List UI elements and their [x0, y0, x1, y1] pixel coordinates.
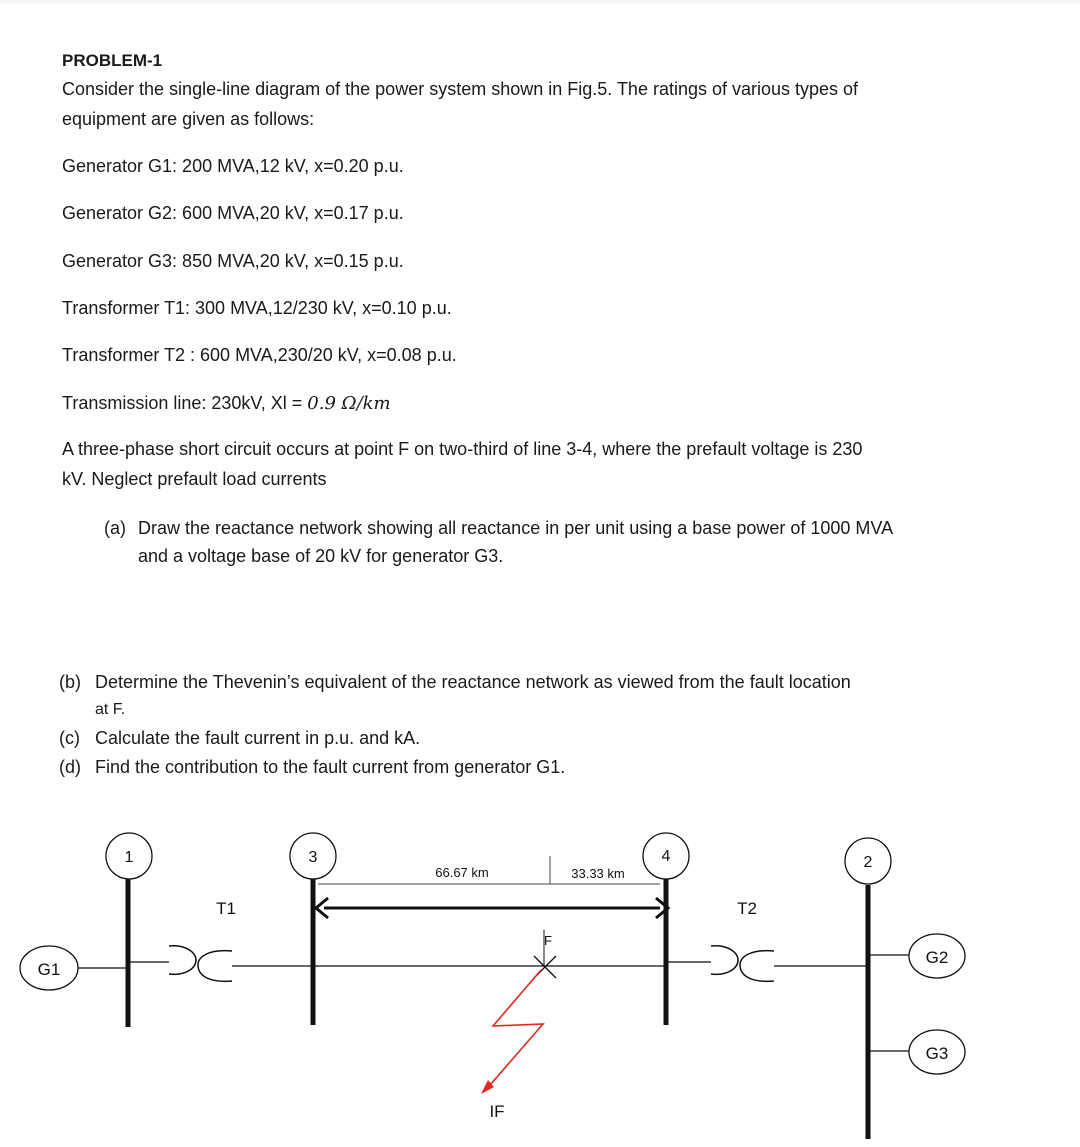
fault-point-label: F	[544, 933, 552, 948]
transformer-t2-label: T2	[737, 899, 757, 918]
rating-generator-g2: Generator G2: 600 MVA,20 kV, x=0.17 p.u.	[62, 203, 404, 223]
distance-left-label: 66.67 km	[435, 865, 489, 880]
question-b-line-2: at F.	[95, 701, 126, 718]
fault-description-line-2: kV. Neglect prefault load currents	[62, 469, 327, 489]
bus-1-label: 1	[124, 849, 134, 866]
question-d-line-1: Find the contribution to the fault current from generator G1.	[95, 757, 566, 777]
intro-line-1: Consider the single-line diagram of the power system shown in Fig.5. The ratings of various types of	[62, 79, 859, 99]
t2-secondary-winding	[740, 951, 774, 982]
fault-description-line-1: A three-phase short circuit occurs at point F on two-third of line 3-4, where the prefault voltage is 230	[62, 439, 863, 459]
rating-transformer-t2: Transformer T2 : 600 MVA,230/20 kV, x=0.08 p.u.	[62, 345, 457, 365]
fault-lightning-bolt	[490, 970, 543, 1085]
generator-g3-label: G3	[925, 1044, 949, 1063]
transformer-t1-label: T1	[216, 899, 236, 918]
question-b-label: (b)	[59, 672, 81, 692]
t1-secondary-winding	[198, 951, 232, 982]
rating-generator-g3: Generator G3: 850 MVA,20 kV, x=0.15 p.u.	[62, 251, 404, 271]
intro-line-2: equipment are given as follows:	[62, 109, 315, 129]
t2-primary-winding	[711, 946, 738, 975]
question-b-line-1: Determine the Thevenin’s equivalent of the reactance network as viewed from the fault location	[95, 672, 851, 692]
line-rating-value: 0.9 Ω/km	[307, 393, 391, 414]
single-line-diagram	[0, 820, 1080, 1147]
generator-g2-label: G2	[925, 948, 949, 967]
rating-transmission-line	[62, 388, 391, 419]
question-d-label: (d)	[59, 757, 81, 777]
question-c-line-1: Calculate the fault current in p.u. and kA.	[95, 728, 421, 748]
distance-right-label: 33.33 km	[571, 866, 625, 881]
bus-2-label: 2	[863, 854, 873, 871]
line-rating-prefix: Transmission line: 230kV, Xl =	[62, 393, 308, 413]
rating-generator-g1: Generator G1: 200 MVA,12 kV, x=0.20 p.u.	[62, 156, 404, 176]
bus-3-label: 3	[308, 849, 318, 866]
t1-primary-winding	[169, 946, 196, 975]
bus-4-label: 4	[661, 848, 671, 865]
question-a-line-1: Draw the reactance network showing all reactance in per unit using a base power of 1000 MVA	[138, 518, 894, 538]
question-a-label: (a)	[104, 518, 126, 538]
generator-g1-label: G1	[37, 960, 61, 979]
question-c-label: (c)	[59, 728, 80, 748]
question-a-line-2: and a voltage base of 20 kV for generator G3.	[138, 546, 504, 566]
top-border	[0, 0, 1080, 6]
problem-title: PROBLEM-1	[62, 51, 163, 70]
rating-transformer-t1: Transformer T1: 300 MVA,12/230 kV, x=0.10 p.u.	[62, 298, 452, 318]
fault-current-label: IF	[489, 1102, 505, 1121]
